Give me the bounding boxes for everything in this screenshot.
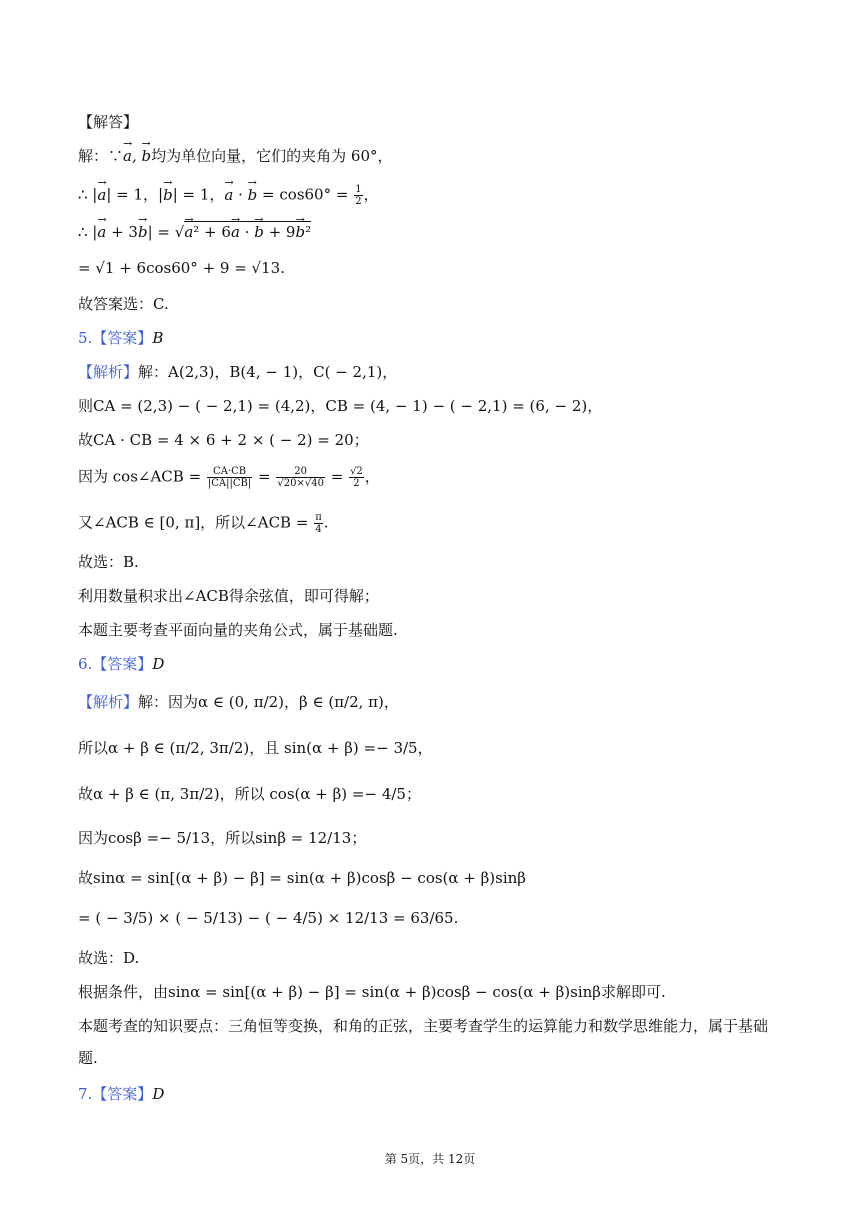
analysis-line: 本题考查的知识要点：三角恒等变换，和角的正弦，主要考查学生的运算能力和数学思维能力，属于基础 <box>78 1017 769 1035</box>
analysis-line: = ( − 3/5) × ( − 5/13) − ( − 4/5) × 12/13 = 63/65. <box>78 909 459 927</box>
analysis-line: 故选：B. <box>78 553 139 571</box>
answer-5: 5.【答案】B <box>78 329 164 347</box>
page-footer: 第 5页，共 12页 <box>384 1152 476 1166</box>
analysis-line: 故sinα = sin[(α + β) − β] = sin(α + β)cosβ − cos(α + β)sinβ <box>78 869 526 887</box>
solution-heading: 【解答】 <box>78 113 139 131</box>
solution-conclusion: 故答案选：C. <box>78 295 169 313</box>
analysis-line: 本题主要考查平面向量的夹角公式，属于基础题. <box>78 621 398 639</box>
analysis-line: 因为 cos∠ACB = $\frac{CA\cdot CB}{|CA||CB|}$ = $\frac{20}{√20\times√40}$ = $\frac{√2}{2}$ ， <box>78 466 380 489</box>
analysis-line: 则CA = (2,3) − ( − 2,1) = (4,2)，CB = (4, − 1) − ( − 2,1) = (6, − 2)， <box>78 397 603 415</box>
analysis-line: 【解析】解：A(2,3)，B(4, − 1)，C( − 2,1)， <box>78 363 398 381</box>
analysis-line: 因为cosβ =− 5/13，所以sinβ = 12/13； <box>78 829 367 847</box>
analysis-line: 所以α + β ∈ (π/2, 3π/2)，且 sin(α + β) =− 3/5， <box>78 739 433 757</box>
analysis-line: 故α + β ∈ (π, 3π/2)，所以 cos(α + β) =− 4/5； <box>78 785 421 803</box>
analysis-line: 利用数量积求出∠ACB得余弦值，即可得解； <box>78 587 379 605</box>
answer-7: 7.【答案】D <box>78 1085 165 1103</box>
solution-line: 解：∵→ a, → b均为单位向量，它们的夹角为 60°， <box>78 146 392 166</box>
solution-line: ∴ |→ a| = 1，|→ b| = 1，→ a · → b = cos60° = $\frac{1}{2}$ ， <box>78 184 379 207</box>
answer-6: 6.【答案】D <box>78 655 165 673</box>
analysis-line: 题. <box>78 1049 98 1067</box>
solution-line: = √1 + 6cos60° + 9 = √13. <box>78 259 285 277</box>
analysis-line: 故CA · CB = 4 × 6 + 2 × ( − 2) = 20； <box>78 431 369 449</box>
analysis-line: 故选：D. <box>78 949 140 967</box>
analysis-line: 【解析】解：因为α ∈ (0, π/2)，β ∈ (π/2, π)， <box>78 693 399 711</box>
solution-line: ∴ |→ a + 3→ b| = √→ a² + 6→ a · → b + 9→ b² <box>78 222 311 242</box>
analysis-line: 又∠ACB ∈ [0, π]，所以∠ACB = $\frac{\pi}{4}$ . <box>78 512 329 535</box>
analysis-line: 根据条件，由sinα = sin[(α + β) − β] = sin(α + β)cosβ − cos(α + β)sinβ求解即可. <box>78 983 666 1001</box>
